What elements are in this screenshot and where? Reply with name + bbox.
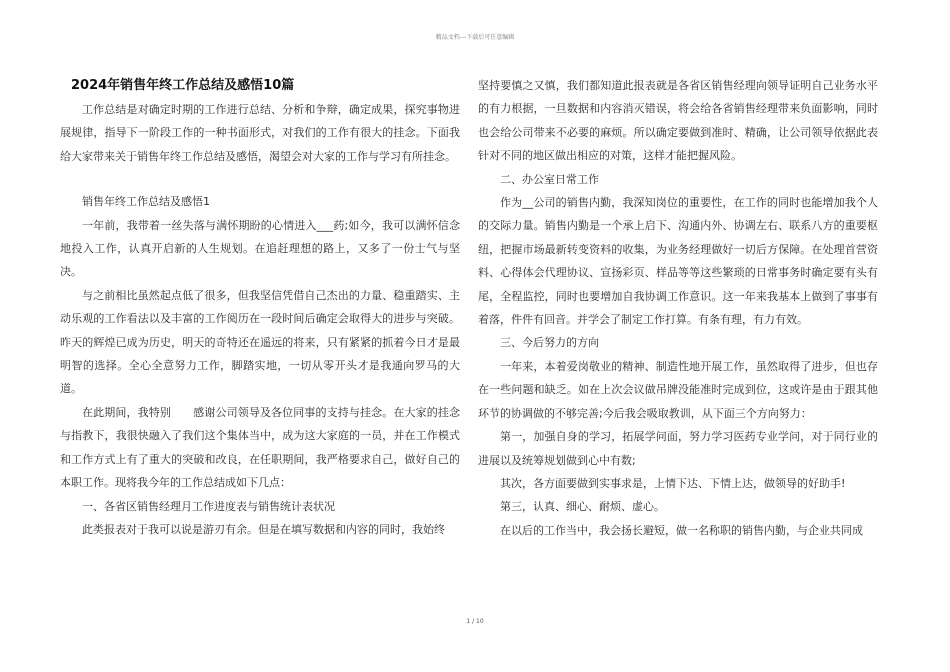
paragraph-office: 作为__公司的销售内勤，我深知岗位的重要性，在工作的同时也能增加我个人的交际力量。销售内勤是一个承上启下、沟通内外、协调左右、联系八方的重要枢纽，把握市场最新转变资料的收集，为业务经理做好一切后方保障。在处理首营资料、心得体会代理协议、宣扬彩页、样品等等这些繁琐的日常事务时确定要有头有尾，全程监控，同时也要增加自我协调工作意识。这一年来我基本上做到了事事有着落，件件有回音。并学会了制定工作打算。有条有理，有力有效。	[478, 196, 878, 327]
paragraph-3: 在此期间，我特别 感谢公司领导及各位同事的支持与挂念。在大家的挂念与指教下，我很快融入了我们这个集体当中，成为这大家庭的一员，并在工作模式和工作方式上有了重大的突破和改良，在任职期间，我严格要求自己，做好自己的本职工作。现将我今年的工作总结成如下几点：	[60, 405, 460, 490]
heading-3: 三、今后努力的方向	[500, 336, 599, 350]
page-number: 1 / 10	[466, 618, 484, 625]
left-column	[60, 74, 460, 541]
spacer	[60, 168, 460, 190]
section-subtitle: 销售年终工作总结及感悟1	[82, 195, 210, 209]
point-second: 其次，各方面要做到实事求是，上情下达、下情上达，做领导的好助手!	[500, 476, 846, 490]
document-title: 2024年销售年终工作总结及感悟10篇	[71, 78, 295, 93]
point-third: 第三，认真、细心、耐烦、虚心。	[500, 500, 665, 514]
paragraph-4: 此类报表对于我可以说是游刃有余。但是在填写数据和内容的同时，我始终	[82, 522, 445, 536]
heading-1: 一、各省区销售经理月工作进度表与销售统计表状况	[82, 499, 335, 513]
document-header-note: 精品文档---下载后可任意编辑	[435, 34, 515, 41]
paragraph-1: 一年前，我带着一丝失落与满怀期盼的心情进入___药;如今，我可以满怀信念地投入工作，认真开启新的人生规划。在追赶理想的路上，又多了一份士气与坚决。	[60, 218, 460, 279]
paragraph-2: 与之前相比虽然起点低了很多，但我坚信凭借自己杰出的力量、稳重踏实、主动乐观的工作看法以及丰富的工作阅历在一段时间后确定会取得大的进步与突破。昨天的辉煌已成为历史，明天的奇特还在遥远的将来，只有紧紧的抓着今日才是最明智的选择。全心全意努力工作，脚踏实地，一切从零开头才是我通向罗马的大道。	[60, 288, 460, 396]
right-column	[478, 74, 878, 542]
heading-2: 二、办公室日常工作	[500, 172, 599, 186]
point-first: 第一，加强自身的学习，拓展学问面，努力学习医药专业学问，对于同行业的进展以及统筹规划做到心中有数;	[478, 430, 878, 467]
paragraph-direction: 一年来，本着爱岗敬业的精神、制造性地开展工作，虽然取得了进步，但也存在一些问题和缺乏。如在上次会议做吊牌没能准时完成到位，这或许是由于跟其他环节的协调做的不够完善;今后我会吸取教训，从下面三个方向努力：	[478, 359, 878, 420]
paragraph-closing: 在以后的工作当中，我会扬长避短，做一名称职的销售内勤，与企业共同成	[500, 523, 863, 537]
intro-paragraph: 工作总结是对确定时期的工作进行总结、分析和争辩，确定成果，探究事物进展规律，指导下一阶段工作的一种书面形式，对我们的工作有很大的挂念。下面我给大家带来关于销售年终工作总结及感悟，渴望会对大家的工作与学习有所挂念。	[60, 103, 460, 163]
paragraph-continued: 坚持要慎之又慎，我们都知道此报表就是各省区销售经理向领导证明自己业务水平的有力根据，一旦数据和内容消灭错误，将会给各省销售经理带来负面影响，同时也会给公司带来不必要的麻烦。所以确定要做到准时、精确，让公司领导依据此表针对不同的地区做出相应的对策，这样才能把握风险。	[478, 79, 878, 163]
